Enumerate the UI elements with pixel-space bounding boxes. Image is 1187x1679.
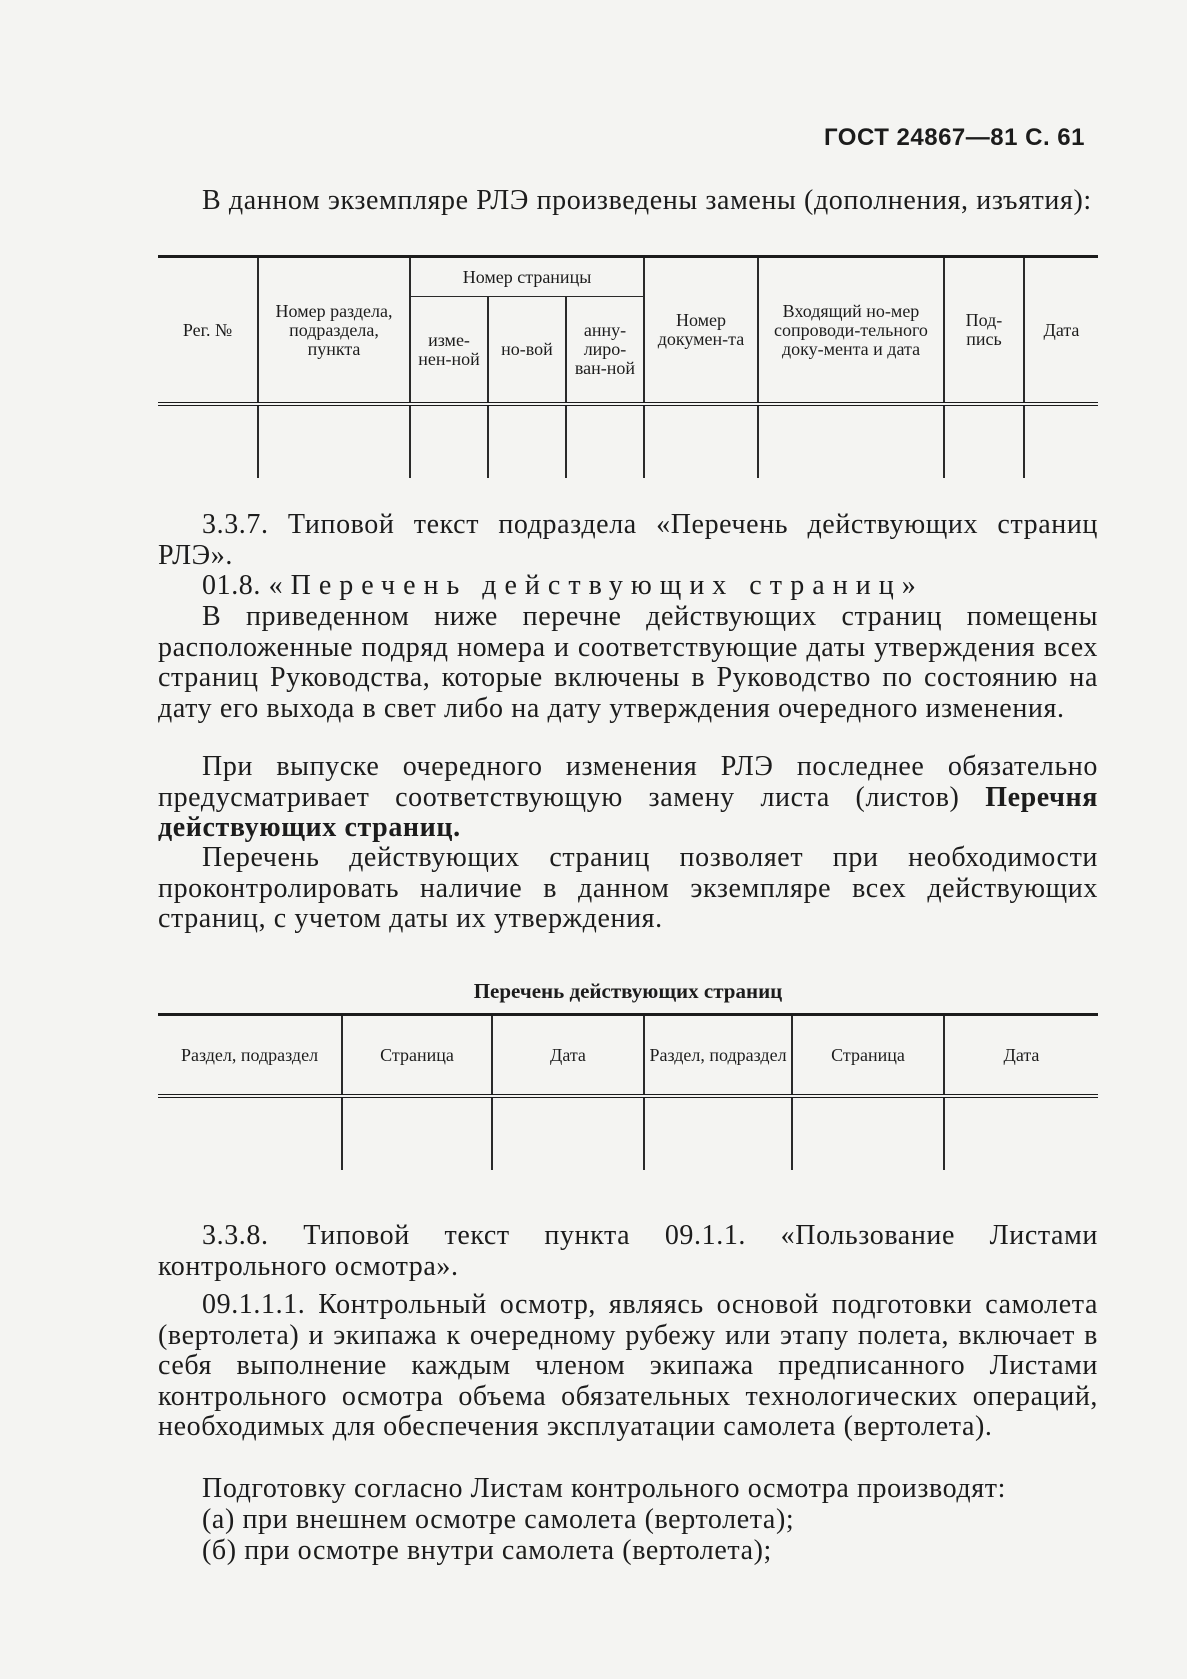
list-item-b: (б) при осмотре внутри самолета (вертолета); (202, 1535, 772, 1566)
col-doc: Номер докумен-та (644, 257, 758, 405)
col-page-2: Страница (792, 1015, 944, 1097)
col-date: Дата (1024, 257, 1098, 405)
page-header: ГОСТ 24867—81 С. 61 (824, 124, 1085, 151)
col-signature: Под-пись (944, 257, 1024, 405)
col-section-2: Раздел, подраздел (644, 1015, 792, 1097)
paragraph-prep: Подготовку согласно Листам контрольного осмотра производят: (202, 1473, 1006, 1504)
heading-018 (158, 571, 1098, 602)
pages-list-table (158, 1013, 1098, 1170)
col-section-1: Раздел, подраздел (158, 1015, 342, 1097)
col-page-1: Страница (342, 1015, 492, 1097)
heading-018-number: 01.8. (202, 570, 261, 601)
col-reg: Рег. № (158, 257, 258, 405)
paragraph-list-2-text: При выпуске очередного изменения РЛЭ последнее обязательно предусматривает соответствующую замену листа (листов) (158, 751, 1098, 813)
col-date-1: Дата (492, 1015, 644, 1097)
col-incoming: Входящий но-мер сопроводи-тельного доку-мента и дата (758, 257, 944, 405)
col-new: но-вой (488, 297, 566, 405)
col-changed: изме-нен-ной (410, 297, 488, 405)
paragraph-338: 3.3.8. Типовой текст пункта 09.1.1. «Пользование Листами контрольного осмотра». (158, 1220, 1098, 1282)
paragraph-list-3: Перечень действующих страниц позволяет при необходимости проконтролировать наличие в данном экземпляре всех действующих страниц, с учетом даты их утверждения. (158, 842, 1098, 934)
paragraph-09111: 09.1.1.1. Контрольный осмотр, являясь основой подготовки самолета (вертолета) и экипажа к очередному рубежу или этапу полета, включает в себя выполнение каждым членом экипажа предписанного Листами контрольного осмотра объема обязательных технологических операций, необходимых для обеспечения эксплуатации самолета (вертолета). (158, 1289, 1098, 1442)
paragraph-list-2-bold: Перечня действующих страниц. (158, 781, 1098, 843)
col-page-group: Номер страницы (410, 257, 644, 297)
heading-018-title: «Перечень действующих страниц» (268, 570, 924, 601)
replacements-table (158, 255, 1098, 478)
paragraph-337: 3.3.7. Типовой текст подраздела «Перечень действующих страниц РЛЭ». (158, 509, 1098, 571)
paragraph-list-1: В приведенном ниже перечне действующих страниц помещены расположенные подряд номера и соответствующие даты утверждения всех страниц Руководства, которые включены в Руководство по состоянию на дату его выхода в свет либо на дату утверждения очередного изменения. (158, 601, 1098, 724)
table2-caption: Перечень действующих страниц (473, 979, 783, 1003)
table-row (158, 1096, 1098, 1170)
col-date-2: Дата (944, 1015, 1098, 1097)
list-item-a: (а) при внешнем осмотре самолета (вертолета); (202, 1504, 795, 1535)
intro-paragraph: В данном экземпляре РЛЭ произведены замены (дополнения, изъятия): (202, 185, 1092, 216)
col-annulled: анну-лиро-ван-ной (566, 297, 644, 405)
table-row (158, 404, 1098, 478)
col-section: Номер раздела, подраздела, пункта (258, 257, 410, 405)
paragraph-list-2 (158, 752, 1098, 844)
